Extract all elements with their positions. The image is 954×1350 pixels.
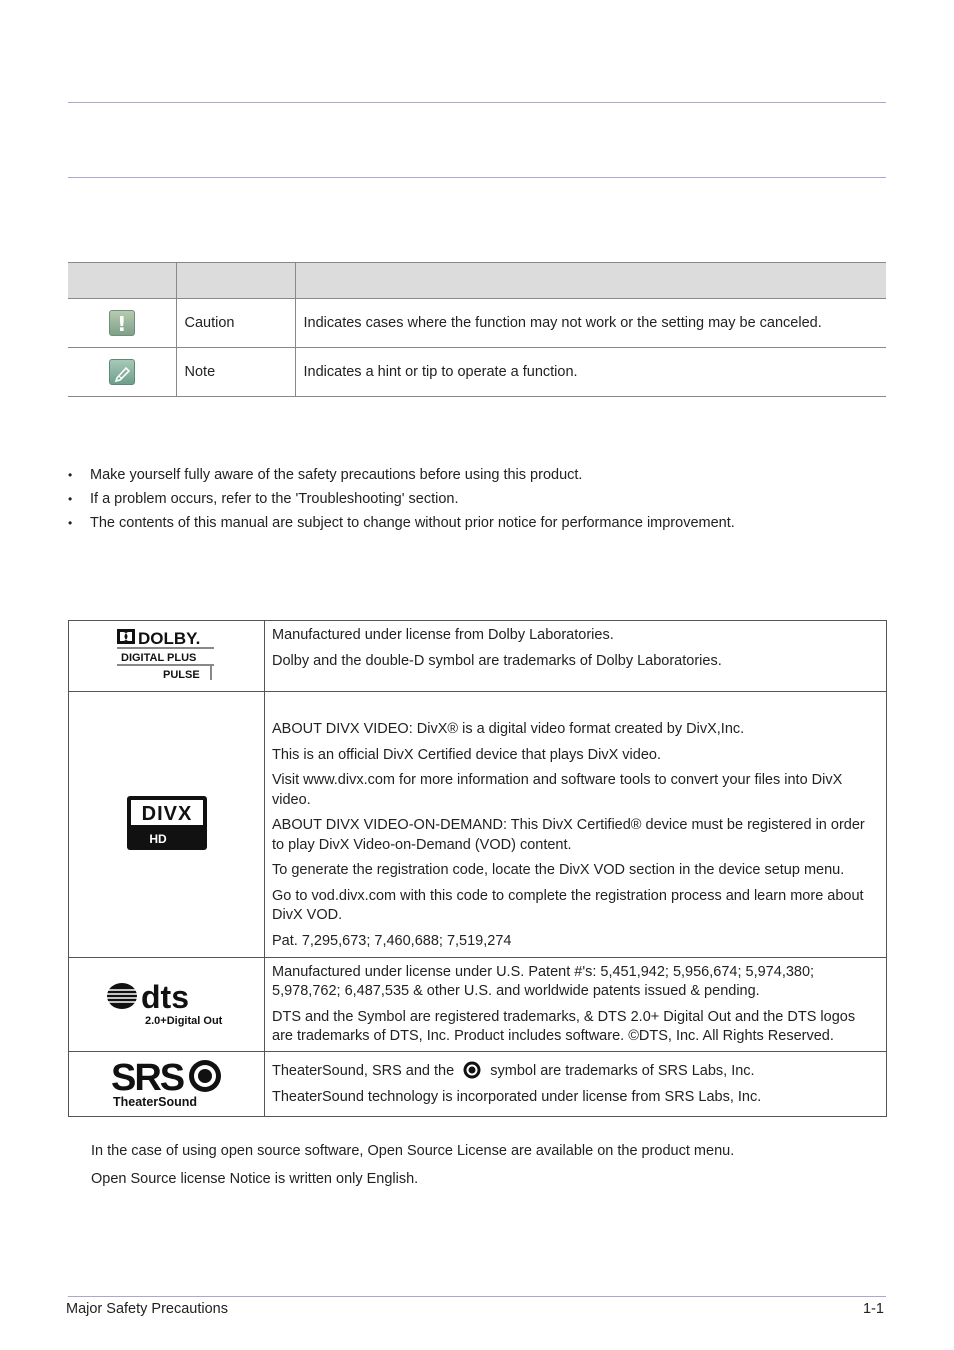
divx-logo-sub: HD bbox=[148, 831, 167, 846]
license-text: Dolby and the double-D symbol are trademarks of Dolby Laboratories. bbox=[272, 652, 722, 669]
open-source-text: Open Source license Notice is written only English. bbox=[91, 1171, 419, 1187]
srs-symbol-icon bbox=[460, 1061, 484, 1079]
symbol-desc: Indicates a hint or tip to operate a function. bbox=[295, 348, 886, 397]
license-row-divx bbox=[69, 692, 887, 958]
dolby-logo-sub2: PULSE bbox=[162, 669, 200, 681]
license-row-dts bbox=[69, 958, 887, 1052]
license-text: Manufactured under license from Dolby Laboratories. bbox=[272, 627, 614, 643]
note-icon bbox=[109, 359, 135, 385]
license-text: ABOUT DIVX VIDEO-ON-DEMAND: This DivX Certified® device must be registered in order to play DivX Video-on-Demand (VOD) content. bbox=[272, 817, 865, 853]
license-text: Manufactured under license under U.S. Patent #'s: 5,451,942; 5,956,674; 5,974,380; 5,978,762; 6,487,535 & other U.S. and worldwide patents issued & pending. bbox=[272, 963, 815, 999]
license-text: This is an official DivX Certified device that plays DivX video. bbox=[272, 746, 661, 763]
license-text: TheaterSound technology is incorporated under license from SRS Labs, Inc. bbox=[272, 1088, 762, 1105]
dts-logo-text: dts bbox=[140, 978, 189, 1015]
dolby-logo-text: DOLBY. bbox=[137, 629, 200, 648]
list-item: • Make yourself fully aware of the safety precautions before using this product. bbox=[68, 466, 735, 490]
symbol-desc: Indicates cases where the function may not work or the setting may be canceled. bbox=[295, 299, 886, 348]
footer-section-title: Major Safety Precautions bbox=[66, 1301, 228, 1317]
dolby-logo-sub1: DIGITAL PLUS bbox=[120, 652, 196, 664]
license-text: Go to vod.divx.com with this code to complete the registration process and learn more about DivX VOD. bbox=[272, 887, 864, 923]
header-name-col bbox=[176, 263, 295, 299]
top-rule-1 bbox=[68, 102, 886, 103]
table-row bbox=[68, 348, 886, 397]
precaution-list bbox=[68, 466, 735, 538]
open-source-text: In the case of using open source software, Open Source License are available on the product menu. bbox=[91, 1143, 735, 1159]
license-table bbox=[68, 620, 887, 1117]
license-text: ABOUT DIVX VIDEO: DivX® is a digital video format created by DivX,Inc. bbox=[272, 721, 745, 737]
open-source-notice bbox=[91, 1142, 734, 1198]
list-item: • If a problem occurs, refer to the 'Troubleshooting' section. bbox=[68, 490, 735, 514]
header-icon-col bbox=[68, 263, 176, 299]
page-number: 1-1 bbox=[863, 1301, 884, 1317]
srs-logo bbox=[107, 1054, 227, 1110]
dolby-logo bbox=[112, 626, 222, 682]
license-text: symbol are trademarks of SRS Labs, Inc. bbox=[490, 1063, 755, 1079]
license-text: To generate the registration code, locate the DivX VOD section in the device setup menu. bbox=[272, 862, 845, 878]
symbols-table-header bbox=[68, 263, 886, 299]
caution-icon bbox=[109, 310, 135, 336]
top-rule-2 bbox=[68, 177, 886, 178]
symbol-name: Caution bbox=[176, 299, 295, 348]
table-row bbox=[68, 299, 886, 348]
license-row-srs bbox=[69, 1052, 887, 1117]
divx-logo bbox=[126, 795, 208, 851]
header-desc-col bbox=[295, 263, 886, 299]
srs-logo-text: SRS bbox=[110, 1057, 183, 1099]
srs-logo-sub: TheaterSound bbox=[112, 1095, 197, 1109]
license-text: DTS and the Symbol are registered trademarks, & DTS 2.0+ Digital Out and the DTS logos are trademarks of DTS, Inc. Product includes software. ©DTS, Inc. All Rights Reserved. bbox=[272, 1008, 856, 1044]
license-text: TheaterSound, SRS and the bbox=[272, 1063, 455, 1079]
symbols-table bbox=[68, 262, 886, 397]
license-text: Pat. 7,295,673; 7,460,688; 7,519,274 bbox=[272, 932, 512, 949]
dts-logo bbox=[105, 978, 229, 1028]
license-text: Visit www.divx.com for more information and software tools to convert your files into DivX video. bbox=[272, 772, 843, 808]
symbol-name: Note bbox=[176, 348, 295, 397]
list-item: • The contents of this manual are subject to change without prior notice for performance improvement. bbox=[68, 514, 735, 538]
license-row-dolby bbox=[69, 621, 887, 692]
dts-logo-sub: 2.0+Digital Out bbox=[144, 1014, 222, 1027]
footer-rule bbox=[68, 1296, 886, 1297]
divx-logo-text: DIVX bbox=[141, 802, 192, 825]
